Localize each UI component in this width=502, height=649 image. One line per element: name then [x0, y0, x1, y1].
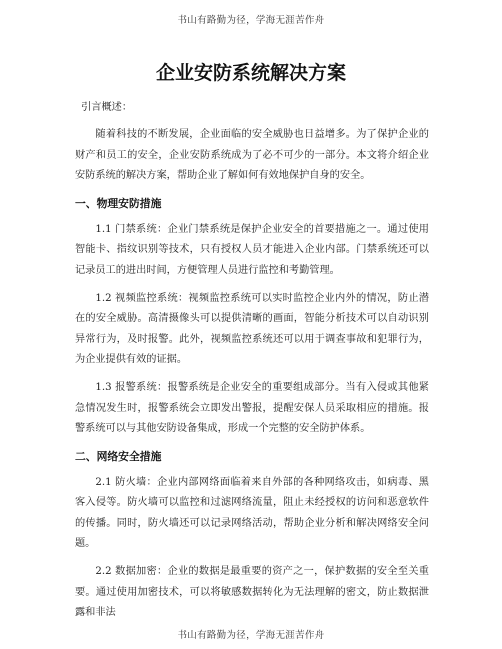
section-heading-network-security: 二、网络安全措施 — [75, 450, 162, 464]
paragraph-access-control: 1.1 门禁系统：企业门禁系统是保护企业安全的首要措施之一。通过使用智能卡、指纹识别等技术，只有授权人员才能进入企业内部。门禁系统还可以记录员工的进出时间，方便管理人员进行监控和考勤管理。 — [75, 224, 429, 276]
paragraph-alarm-system: 1.3 报警系统：报警系统是企业安全的重要组成部分。当有入侵或其他紧急情况发生时，报警系统会立即发出警报，提醒安保人员采取相应的措施。报警系统可以与其他安防设备集成，形成一个完整的安全防护体系。 — [75, 382, 429, 434]
document-title: 企业安防系统解决方案 — [155, 62, 346, 84]
page-footer-motto: 书山有路勤为径，学海无涯苦作舟 — [177, 630, 325, 641]
section-heading-physical-security: 一、物理安防措施 — [75, 197, 162, 211]
paragraph-data-encryption: 2.2 数据加密：企业的数据是最重要的资产之一，保护数据的安全至关重要。通过使用加密技术，可以将敏感数据转化为无法理解的密文，防止数据泄露和非法 — [75, 566, 429, 618]
paragraph-video-surveillance: 1.2 视频监控系统：视频监控系统可以实时监控企业内外的情况，防止潜在的安全威胁。高清摄像头可以提供清晰的画面，智能分析技术可以自动识别异常行为，及时报警。此外，视频监控系统还可以用于调查事故和犯罪行为，为企业提供有效的证据。 — [75, 293, 429, 365]
intro-paragraph: 随着科技的不断发展，企业面临的安全威胁也日益增多。为了保护企业的财产和员工的安全，企业安防系统成为了必不可少的一部分。本文将介绍企业安防系统的解决方案，帮助企业了解如何有效地保护自身的安全。 — [75, 129, 429, 181]
document-body — [75, 98, 429, 631]
page-header-motto: 书山有路勤为径，学海无涯苦作舟 — [177, 15, 325, 26]
paragraph-firewall: 2.1 防火墙：企业内部网络面临着来自外部的各种网络攻击，如病毒、黑客入侵等。防火墙可以监控和过滤网络流量，阻止未经授权的访问和恶意软件的传播。同时，防火墙还可以记录网络活动，帮助企业分析和解决网络安全问题。 — [75, 477, 429, 550]
intro-label: 引言概述： — [81, 102, 133, 113]
